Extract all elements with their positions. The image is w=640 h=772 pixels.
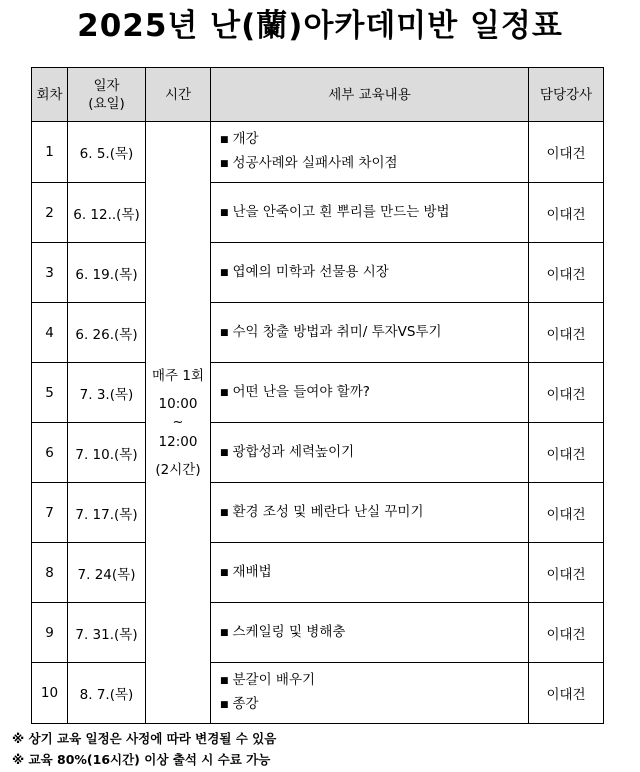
content-item-text: 환경 조성 및 베란다 난실 꾸미기 <box>232 503 424 520</box>
cell-date: 6. 19.(목) <box>68 243 146 303</box>
table-row <box>32 663 604 724</box>
table-row <box>32 122 604 183</box>
table-row <box>32 303 604 363</box>
cell-instructor: 이대건 <box>529 423 604 483</box>
cell-instructor: 이대건 <box>529 483 604 543</box>
table-row <box>32 183 604 243</box>
cell-content <box>211 423 529 483</box>
content-item-text: 광합성과 세력높이기 <box>232 443 355 460</box>
content-item <box>220 381 528 405</box>
cell-round: 3 <box>32 243 68 303</box>
cell-content <box>211 303 529 363</box>
content-item-text: 분갈이 배우기 <box>232 672 316 688</box>
header-time: 시간 <box>146 68 211 122</box>
square-bullet-icon: ■ <box>220 627 229 638</box>
cell-round: 5 <box>32 363 68 423</box>
cell-content <box>211 243 529 303</box>
content-item-text: 스케일링 및 병해충 <box>232 623 346 640</box>
square-bullet-icon: ■ <box>220 327 229 338</box>
cell-content <box>211 603 529 663</box>
content-item <box>220 152 528 176</box>
note-1: ※ 상기 교육 일정은 사정에 따라 변경될 수 있음 <box>12 731 277 746</box>
cell-date: 6. 5.(목) <box>68 122 146 183</box>
square-bullet-icon: ■ <box>220 135 229 145</box>
time-line4: (2시간) <box>155 461 201 478</box>
cell-round: 6 <box>32 423 68 483</box>
content-item-text: 재배법 <box>232 563 272 580</box>
content-item <box>220 441 528 465</box>
cell-date: 7. 24(목) <box>68 543 146 603</box>
cell-instructor: 이대건 <box>529 183 604 243</box>
cell-instructor: 이대건 <box>529 122 604 183</box>
table-row <box>32 603 604 663</box>
content-item <box>220 561 528 585</box>
header-date-line1: 일자 <box>93 77 120 94</box>
notes <box>12 728 276 770</box>
cell-content <box>211 183 529 243</box>
cell-round: 4 <box>32 303 68 363</box>
content-item <box>220 321 528 345</box>
square-bullet-icon: ■ <box>220 567 229 578</box>
table-row <box>32 363 604 423</box>
cell-date: 6. 26.(목) <box>68 303 146 363</box>
cell-date: 6. 12..(목) <box>68 183 146 243</box>
note-2: ※ 교육 80%(16시간) 이상 출석 시 수료 가능 <box>12 752 271 767</box>
content-item <box>220 201 528 225</box>
cell-round: 8 <box>32 543 68 603</box>
content-item-text: 수익 창출 방법과 취미/ 투자VS투기 <box>232 323 442 340</box>
content-item-text: 엽예의 미학과 선물용 시장 <box>232 263 389 280</box>
content-item <box>220 621 528 645</box>
time-line2: 10:00 <box>158 395 198 412</box>
schedule-table <box>31 67 604 724</box>
cell-instructor: 이대건 <box>529 303 604 363</box>
table-row <box>32 243 604 303</box>
content-item-text: 성공사례와 실패사례 차이점 <box>232 155 398 171</box>
cell-instructor: 이대건 <box>529 543 604 603</box>
header-row <box>32 68 604 122</box>
cell-instructor: 이대건 <box>529 243 604 303</box>
cell-content <box>211 122 529 183</box>
header-round: 회차 <box>32 68 68 122</box>
cell-round: 10 <box>32 663 68 724</box>
time-line3: 12:00 <box>158 433 198 450</box>
cell-round: 7 <box>32 483 68 543</box>
content-item-text: 어떤 난을 들여야 할까? <box>232 383 370 400</box>
cell-round: 1 <box>32 122 68 183</box>
cell-date: 7. 31.(목) <box>68 603 146 663</box>
square-bullet-icon: ■ <box>220 676 229 686</box>
header-date <box>68 68 146 122</box>
content-item <box>220 128 528 152</box>
square-bullet-icon: ■ <box>220 387 229 398</box>
cell-instructor: 이대건 <box>529 363 604 423</box>
cell-instructor: 이대건 <box>529 603 604 663</box>
square-bullet-icon: ■ <box>220 700 229 710</box>
content-item-text: 난을 안죽이고 흰 뿌리를 만드는 방법 <box>232 203 450 220</box>
table-row <box>32 543 604 603</box>
header-date-line2: (요일) <box>88 95 125 112</box>
header-instructor: 담당강사 <box>529 68 604 122</box>
cell-time <box>146 122 211 724</box>
square-bullet-icon: ■ <box>220 507 229 518</box>
cell-instructor: 이대건 <box>529 663 604 724</box>
time-line1: 매주 1회 <box>151 367 204 384</box>
cell-round: 2 <box>32 183 68 243</box>
cell-content <box>211 483 529 543</box>
time-tilde: ~ <box>172 414 184 430</box>
cell-content <box>211 663 529 724</box>
content-item <box>220 669 528 693</box>
table-row <box>32 483 604 543</box>
cell-round: 9 <box>32 603 68 663</box>
cell-date: 7. 17.(목) <box>68 483 146 543</box>
content-item-text: 개강 <box>232 131 259 147</box>
cell-content <box>211 363 529 423</box>
cell-content <box>211 543 529 603</box>
square-bullet-icon: ■ <box>220 447 229 458</box>
cell-date: 7. 3.(목) <box>68 363 146 423</box>
page-title: 2025년 난(蘭)아카데미반 일정표 <box>77 8 563 44</box>
content-item <box>220 261 528 285</box>
cell-date: 8. 7.(목) <box>68 663 146 724</box>
content-item <box>220 501 528 525</box>
cell-date: 7. 10.(목) <box>68 423 146 483</box>
square-bullet-icon: ■ <box>220 207 229 218</box>
table-row <box>32 423 604 483</box>
content-item-text: 종강 <box>232 696 259 712</box>
square-bullet-icon: ■ <box>220 267 229 278</box>
header-content: 세부 교육내용 <box>211 68 529 122</box>
square-bullet-icon: ■ <box>220 159 229 169</box>
content-item <box>220 693 528 717</box>
